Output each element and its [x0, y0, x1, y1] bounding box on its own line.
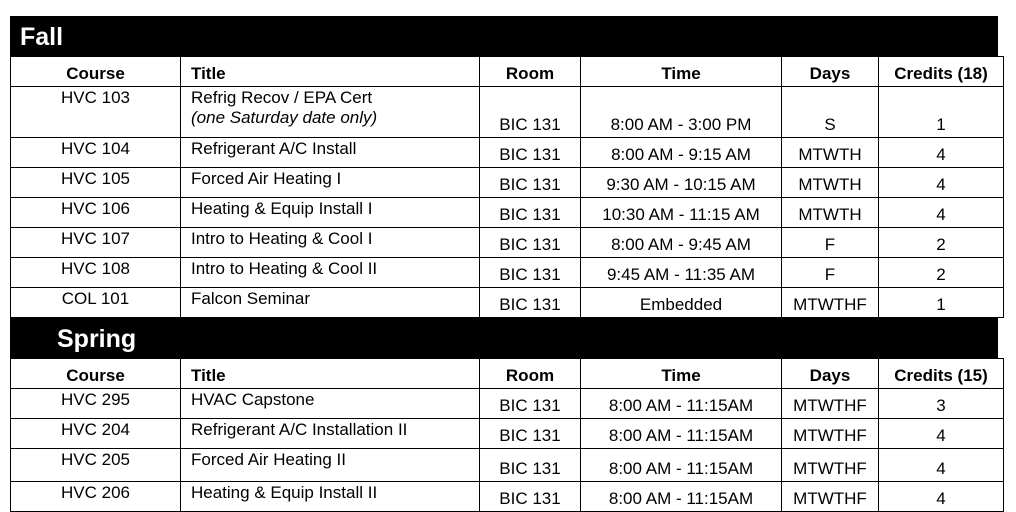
title-header: Title — [181, 359, 480, 389]
credits-cell: 4 — [879, 198, 1004, 228]
time-cell: 8:00 AM - 11:15AM — [581, 482, 782, 512]
title-cell: Intro to Heating & Cool II — [181, 258, 480, 288]
room-cell: BIC 131 — [480, 288, 581, 318]
days-cell: MTWTH — [782, 198, 879, 228]
course-header: Course — [11, 359, 181, 389]
days-cell: F — [782, 258, 879, 288]
course-cell: COL 101 — [11, 288, 181, 318]
table-row — [11, 228, 1004, 258]
table-row — [11, 389, 1004, 419]
days-cell: MTWTHF — [782, 482, 879, 512]
time-cell: 8:00 AM - 11:15AM — [581, 419, 782, 449]
room-cell: BIC 131 — [480, 198, 581, 228]
credits-cell: 4 — [879, 168, 1004, 198]
days-cell: MTWTH — [782, 138, 879, 168]
time-cell: 9:30 AM - 10:15 AM — [581, 168, 782, 198]
time-cell: 8:00 AM - 11:15AM — [581, 389, 782, 419]
days-cell: S — [782, 87, 879, 138]
title-cell: Refrigerant A/C Installation II — [181, 419, 480, 449]
days-cell: MTWTHF — [782, 449, 879, 482]
course-cell: HVC 204 — [11, 419, 181, 449]
room-header: Room — [480, 359, 581, 389]
room-cell: BIC 131 — [480, 258, 581, 288]
credits-cell: 1 — [879, 87, 1004, 138]
days-header: Days — [782, 359, 879, 389]
table-row — [11, 288, 1004, 318]
room-header: Room — [480, 57, 581, 87]
days-cell: MTWTHF — [782, 419, 879, 449]
fall-table — [10, 56, 1004, 318]
title-cell: Falcon Seminar — [181, 288, 480, 318]
title-note: (one Saturday date only) — [191, 108, 378, 127]
room-cell: BIC 131 — [480, 389, 581, 419]
room-cell: BIC 131 — [480, 168, 581, 198]
time-cell: 8:00 AM - 11:15AM — [581, 449, 782, 482]
table-row — [11, 87, 1004, 138]
course-cell: HVC 108 — [11, 258, 181, 288]
course-cell: HVC 295 — [11, 389, 181, 419]
title-cell: Forced Air Heating I — [181, 168, 480, 198]
room-cell: BIC 131 — [480, 482, 581, 512]
days-cell: MTWTH — [782, 168, 879, 198]
course-cell: HVC 107 — [11, 228, 181, 258]
days-header: Days — [782, 57, 879, 87]
room-cell: BIC 131 — [480, 138, 581, 168]
title-cell: Heating & Equip Install I — [181, 198, 480, 228]
table-row — [11, 258, 1004, 288]
title-cell: HVAC Capstone — [181, 389, 480, 419]
course-cell: HVC 106 — [11, 198, 181, 228]
time-header: Time — [581, 359, 782, 389]
days-cell: MTWTHF — [782, 288, 879, 318]
title-cell — [181, 87, 480, 138]
title-cell: Intro to Heating & Cool I — [181, 228, 480, 258]
days-cell: MTWTHF — [782, 389, 879, 419]
table-row — [11, 168, 1004, 198]
title-cell: Heating & Equip Install II — [181, 482, 480, 512]
room-cell: BIC 131 — [480, 228, 581, 258]
spring-header-row — [11, 359, 1004, 389]
title-header: Title — [181, 57, 480, 87]
fall-header-row — [11, 57, 1004, 87]
credits-cell: 4 — [879, 138, 1004, 168]
table-row — [11, 482, 1004, 512]
table-row — [11, 449, 1004, 482]
credits-cell: 2 — [879, 258, 1004, 288]
course-cell: HVC 105 — [11, 168, 181, 198]
title-text: Refrig Recov / EPA Cert — [191, 88, 373, 107]
time-cell: 8:00 AM - 3:00 PM — [581, 87, 782, 138]
table-row — [11, 138, 1004, 168]
course-cell: HVC 205 — [11, 449, 181, 482]
schedule — [10, 16, 998, 512]
days-cell: F — [782, 228, 879, 258]
table-row — [11, 419, 1004, 449]
credits-header: Credits (18) — [879, 57, 1004, 87]
credits-cell: 4 — [879, 449, 1004, 482]
time-header: Time — [581, 57, 782, 87]
time-cell: 9:45 AM - 11:35 AM — [581, 258, 782, 288]
table-row — [11, 198, 1004, 228]
course-header: Course — [11, 57, 181, 87]
time-cell: 10:30 AM - 11:15 AM — [581, 198, 782, 228]
course-cell: HVC 104 — [11, 138, 181, 168]
room-cell: BIC 131 — [480, 449, 581, 482]
time-cell: 8:00 AM - 9:15 AM — [581, 138, 782, 168]
room-cell: BIC 131 — [480, 87, 581, 138]
spring-table — [10, 358, 1004, 512]
time-cell: Embedded — [581, 288, 782, 318]
fall-section-title: Fall — [10, 16, 998, 56]
course-cell: HVC 206 — [11, 482, 181, 512]
title-cell: Refrigerant A/C Install — [181, 138, 480, 168]
credits-cell: 4 — [879, 482, 1004, 512]
credits-header: Credits (15) — [879, 359, 1004, 389]
course-cell: HVC 103 — [11, 87, 181, 138]
room-cell: BIC 131 — [480, 419, 581, 449]
credits-cell: 2 — [879, 228, 1004, 258]
time-cell: 8:00 AM - 9:45 AM — [581, 228, 782, 258]
credits-cell: 1 — [879, 288, 1004, 318]
spring-section-title: Spring — [10, 318, 998, 358]
credits-cell: 3 — [879, 389, 1004, 419]
title-cell: Forced Air Heating II — [181, 449, 480, 482]
credits-cell: 4 — [879, 419, 1004, 449]
